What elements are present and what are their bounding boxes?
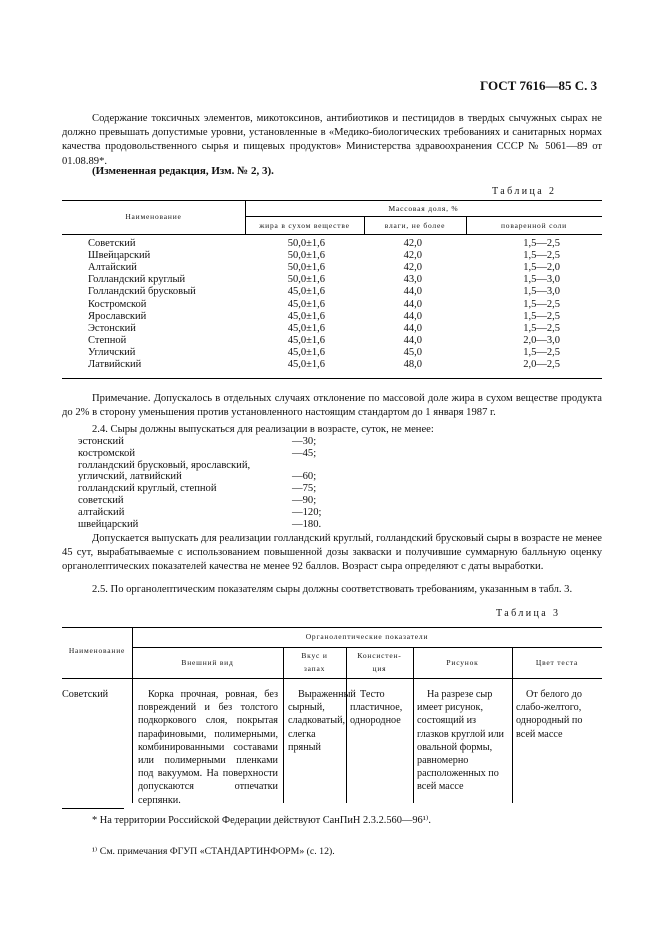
amendment-note: (Измененная редакция, Изм. № 2, 3). — [92, 165, 274, 177]
table2-cell-salt: 1,5—3,0 — [523, 286, 560, 298]
table2-top-rule — [62, 200, 602, 201]
table3-col-appearance: Внешний вид — [181, 658, 234, 667]
table3-group-rule — [132, 647, 602, 648]
table2-cell-salt: 2,0—3,0 — [523, 334, 560, 346]
table2-cell-fat: 45,0±1,6 — [287, 310, 325, 322]
table3-row-appearance: Корка прочная, ровная, без повреждений и без толстого подкоркового слоя, покрытая парафиновыми, полимерными, комбинированными составами или полимерными пленками под вакуумом. На поверхности допускаются отпечатки серпянки. — [138, 689, 278, 806]
age-item-value: —30; — [292, 436, 317, 447]
table2-cell-name: Алтайский — [88, 262, 137, 274]
table2-cell-salt: 1,5—2,5 — [523, 250, 560, 262]
table2-cell-moisture: 42,0 — [403, 238, 422, 249]
footnote-1: ¹⁾ См. примечания ФГУП «СТАНДАРТИНФОРМ» (с. 12). — [92, 846, 335, 857]
table2-cell-name: Голландский круглый — [88, 274, 186, 286]
table2-cell-moisture: 48,0 — [403, 359, 422, 370]
table2-cell-name: Костромской — [88, 298, 147, 310]
table3-row-consistency: Тесто пластичное, однородное — [350, 689, 403, 727]
age-item-value: —75; — [292, 483, 317, 495]
age-item-value: —120; — [292, 506, 322, 518]
table2-cell-moisture: 44,0 — [403, 298, 422, 310]
table2-cell-salt: 1,5—2,5 — [523, 310, 560, 322]
table3-label: Таблица 3 — [496, 608, 561, 619]
table2-cell-fat: 45,0±1,6 — [287, 334, 325, 346]
table2-col-fat: жира в сухом веществе — [259, 221, 350, 230]
table2-cell-name: Латвийский — [88, 359, 142, 370]
table2-cell-fat: 50,0±1,6 — [287, 250, 325, 262]
table2-cell-fat: 50,0±1,6 — [287, 274, 325, 286]
table2-group-header: Массовая доля, % — [388, 204, 459, 213]
table2-cell-moisture: 44,0 — [403, 286, 422, 298]
table2-cell-name: Ярославский — [88, 310, 147, 322]
paragraph-toxic-elements: Содержание токсичных элементов, микотоксинов, антибиотиков и пестицидов в твердых сычужных сырах не должно превышать допустимые уровни, установленные в «Медико-биологических требованиях и санитарных нормах качества продовольственного сырья и пищевых продуктов» Министерства здравоохранения СССР № 5061—89 от 01.08.89*. — [62, 113, 602, 167]
table2-cell-salt: 1,5—2,5 — [523, 346, 560, 358]
table2-cell-moisture: 44,0 — [403, 310, 422, 322]
age-item-name: голландский брусковый, ярославский, — [78, 459, 251, 471]
table2-group-rule — [245, 216, 602, 217]
table2-cell-fat: 50,0±1,6 — [287, 262, 325, 274]
section-2-5: 2.5. По органолептическим показателям сыры должны соответствовать требованиям, указанным в табл. 3. — [92, 584, 573, 595]
table2-cell-salt: 1,5—2,5 — [523, 298, 560, 310]
table2-col-name: Наименование — [125, 212, 182, 221]
footnote-rule — [62, 808, 124, 809]
age-item-name: швейцарский — [78, 518, 139, 530]
table2-cell-salt: 1,5—2,0 — [523, 262, 560, 274]
table2-cell-name: Голландский брусковый — [88, 286, 196, 298]
table3-col-taste-line2: запах — [303, 664, 326, 673]
age-item-name: советский — [78, 495, 124, 506]
table2-cell-name: Советский — [88, 238, 136, 249]
page-header: ГОСТ 7616—85 С. 3 — [480, 78, 598, 93]
age-item-name: эстонский — [78, 436, 124, 447]
table2-cell-fat: 50,0±1,6 — [287, 238, 325, 249]
age-item-value: —180. — [292, 518, 322, 530]
section-2-4-intro: 2.4. Сыры должны выпускаться для реализации в возрасте, суток, не менее: — [92, 424, 434, 435]
table2-cell-salt: 1,5—3,0 — [523, 274, 560, 286]
table2-cell-moisture: 44,0 — [403, 322, 422, 334]
table2-label: Таблица 2 — [492, 186, 557, 197]
table2-cell-salt: 1,5—2,5 — [523, 322, 560, 334]
table2-cell-moisture: 42,0 — [403, 250, 422, 262]
table2-cell-moisture: 42,0 — [403, 262, 422, 274]
table2-cell-name: Швейцарский — [88, 250, 151, 262]
age-item-name: костромской — [78, 447, 136, 459]
table3-row-taste: Выраженный сырный, сладковатый, слегка пряный — [288, 689, 356, 753]
note-fat-deviation: Примечание. Допускалось в отдельных случаях отклонение по массовой доле жира в сухом веществе продукта до 2% в сторону уменьшения против установленного настоящим стандартом до 1 января 1987 г. — [62, 393, 602, 418]
table3-group-header: Органолептические показатели — [305, 632, 429, 641]
table3-vline-5 — [512, 647, 513, 803]
table3-row-color: От белого до слабо-желтого, однородный по всей массе — [516, 689, 583, 740]
age-item-name: угличский, латвийский — [78, 471, 182, 483]
section-2-4-allowance: Допускается выпускать для реализации голландский круглый, голландский брусковый сыры в возрасте не менее 45 сут, вырабатываемые с использованием повышенной дозы закваски и получившие суммарную балльную оценку органолептических показателей качества не менее 92 баллов. Возраст сыра определяют с даты выработки. — [62, 533, 602, 573]
table2-cell-fat: 45,0±1,6 — [287, 322, 325, 334]
table3-header-rule — [62, 678, 602, 679]
table2-cell-fat: 45,0±1,6 — [287, 346, 325, 358]
age-item-value: —45; — [292, 447, 317, 459]
table2-cell-name: Угличский — [88, 346, 136, 358]
table2-cell-moisture: 43,0 — [403, 274, 422, 286]
table2-cell-name: Эстонский — [88, 322, 136, 334]
table3-col-name: Наименование — [68, 646, 126, 655]
table3-col-consistency-line2: ция — [372, 664, 387, 673]
table3-vline-1 — [132, 627, 133, 803]
table2-header-rule — [62, 234, 602, 235]
table2-cell-fat: 45,0±1,6 — [287, 286, 325, 298]
table3-row-pattern: На разрезе сыр имеет рисунок, состоящий из глазков круглой или овальной формы, равномерно расположенных по всей массе — [417, 689, 504, 793]
table2-cell-name: Степной — [88, 334, 127, 346]
table3-vline-4 — [413, 647, 414, 803]
table2-cell-moisture: 45,0 — [403, 346, 422, 358]
table2-cell-moisture: 44,0 — [403, 334, 422, 346]
table3-col-pattern: Рисунок — [446, 658, 479, 667]
table2-col-salt: поваренной соли — [500, 221, 568, 230]
table3-top-rule — [62, 627, 602, 628]
table3-col-taste-line1: Вкус и — [301, 651, 328, 660]
table3-row-name: Советский — [62, 689, 109, 700]
table3-col-consistency-line1: Консистен- — [357, 651, 402, 660]
age-item-name: голландский круглый, степной — [78, 483, 217, 495]
table2-cell-fat: 45,0±1,6 — [287, 298, 325, 310]
table3-col-color: Цвет теста — [535, 658, 579, 667]
age-item-value: —90; — [292, 495, 317, 506]
table2-cell-salt: 1,5—2,5 — [523, 238, 560, 249]
footnote-star: * На территории Российской Федерации действуют СанПиН 2.3.2.560—96¹⁾. — [92, 815, 431, 826]
table2-col-moisture: влаги, не более — [384, 221, 446, 230]
age-item-value: —60; — [292, 471, 317, 483]
table2-bottom-rule — [62, 378, 602, 379]
table2-cell-fat: 45,0±1,6 — [287, 359, 325, 370]
age-item-name: алтайский — [78, 506, 125, 518]
table2-cell-salt: 2,0—2,5 — [523, 359, 560, 370]
